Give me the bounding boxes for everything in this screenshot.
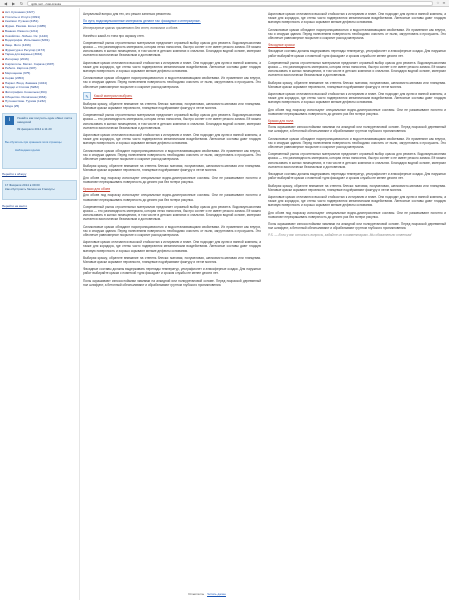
article-paragraph: Силиконовые краски обладают паропроницаемостью и водоотталкивающими свойствами. Их применяют как внутри, так и снаружи здания. Перед нанесением поверхность необходимо очистить от пыли, загрунтовать и просушить. Это обеспечит равномерное покрытие и сократит расход материала. (83, 76, 261, 89)
article-paragraph: Силиконовые краски обладают паропроницаемостью и водоотталкивающими свойствами. Их применяют как внутри, так и снаружи здания. Перед нанесением поверхность необходимо очистить от пыли, загрунтовать и просушить. Это обеспечит равномерное покрытие и сократит расход материала. (83, 148, 261, 162)
bullet-icon: ▪ (2, 66, 5, 71)
bullet-icon: ▪ (2, 61, 5, 66)
sidebar-item-label: Интериер (2016) (5, 57, 29, 62)
bullet-icon: ▪ (2, 24, 5, 29)
article-paragraph: Современный рынок строительных материалов предлагает огромный выбор красок для ремонта. Водоэмульсионная краска — это разновидность материала, которая легко наносится, быстро сохнет и не имеет резкого запаха. Её можно использовать в жилых помещениях, в том числе в детских комнатах и спальнях. Благодаря водной основе, материал считается экологически безопасным и долговечным. (83, 113, 261, 130)
sidebar-item-label: Мерощение (975) (5, 71, 31, 76)
section-heading (268, 43, 446, 47)
article-paragraph: Фасадные составы должны выдерживать перепады температур, ультрафиолет и атмосферные осадки. Для наружных работ выбирайте краски с пометкой «для фасадов» и сроком службы не менее десяти лет. (83, 267, 261, 276)
sidebar-item-label: Гардер и Стилия (5282) (5, 85, 40, 90)
bullet-icon: ▪ (2, 10, 5, 14)
promo-block-title: Как обустроить балкон на 3 минуты (5, 186, 55, 191)
bullet-icon: ▪ (2, 38, 5, 43)
reload-icon[interactable]: ↻ (19, 0, 24, 6)
promo-block-date: 17 Февраля 2014 в 09:00 (5, 182, 40, 187)
article-paragraph: Силиконовые краски обладают паропроницаемостью и водоотталкивающими свойствами. Их применяют как внутри, так и снаружи здания. Перед нанесением поверхность необходимо очистить от пыли, загрунтовать и просушить. Это обеспечит равномерное покрытие и сократит расход материала. (83, 224, 261, 237)
menu-icon[interactable]: ≡ (442, 1, 446, 5)
address-bar[interactable]: qplik.net/.../stat-kraska (27, 1, 433, 6)
article-paragraph: Выбирая краску, обратите внимание на степень блеска: матовая, полуматовая, шелковисто-матовая или глянцевая. Матовые краски скрывают неровности, глянцевые подчёркивают фактуру и легче моются. (83, 255, 261, 264)
browser-toolbar (0, 0, 449, 7)
section-heading (268, 119, 446, 123)
article-footer (188, 592, 226, 596)
sidebar-item-label: Паркет. Вход. Замазка (1044) (5, 80, 47, 85)
bullet-icon: ▪ (2, 85, 5, 90)
article-paragraph: Для обоев под покраску используют специальные водно-дисперсионные составы. Они не размачивают полотно и позволяют перекрашивать поверхность до десяти раз без потери рисунка. (83, 175, 261, 184)
sidebar-item-label: Водопрофм. Испытания (3281) (5, 38, 50, 43)
article-paragraph: Полы окрашивают износостойкими эмалями на алкидной или полиуретановой основе. Перед покраской деревянный пол шлифуют, а бетонный обеспыливают и обрабатывают грунтом глубокого проникновения. (83, 278, 261, 287)
sidebar-item-label: Хозяйство. Лобыш. Ок. (1440) (5, 33, 48, 38)
bullet-icon: ▪ (2, 52, 5, 57)
sidebar-item-label: Кемпинг. Ручная (2451) (5, 19, 39, 24)
article-paragraph: Акриловые краски отличаются высокой стойкостью к истиранию и влаге. Они подходят для кухни и ванной комнаты, а также для коридора, где стены часто подвергаются механическим воздействиям. Латексные составы дают гладкую матовую поверхность и хорошо скрывают мелкие дефекты основания. (268, 92, 446, 105)
sidebar-item-label: Фотография. Кошелька (494) (5, 89, 47, 94)
sidebar-item-label: Путешествие. Туризм (1232) (5, 99, 46, 104)
sidebar-item-label: Акт. Кухонная (1327) (5, 10, 35, 14)
bullet-icon: ▪ (2, 75, 5, 80)
article-paragraph: Современный рынок строительных материалов предлагает огромный выбор красок для ремонта. Водоэмульсионная краска — это разновидность материала, которая легко наносится, быстро сохнет и не имеет резкого запаха. Её можно использовать в жилых помещениях, в том числе в детских комнатах и спальнях. Благодаря водной основе, материал считается экологически безопасным и долговечным. (83, 40, 261, 58)
promo-block-link[interactable]: Перейти на место (2, 203, 28, 208)
article-paragraph: Полы окрашивают износостойкими эмалями на алкидной или полиуретановой основе. Перед покраской деревянный пол шлифуют, а бетонный обеспыливают и обрабатывают грунтом глубокого проникновения. (268, 125, 446, 134)
sidebar-item-label: Ванная. Разного (1211) (5, 28, 39, 33)
bullet-icon: ▪ (2, 89, 5, 94)
banner-subtitle: Наблюдаем сделки (15, 147, 41, 152)
closing-note: Р.S. — Если у вас остались вопросы, задайте их в комментариях. Мы обязательно ответим! (268, 233, 412, 238)
article-paragraph: Акриловые краски отличаются высокой стойкостью к истиранию и влаге. Они подходят для кухни и ванной комнаты, а также для коридора, где стены часто подвергаются механическим воздействиям. Латексные составы дают гладкую матовую поверхность и хорошо скрывают мелкие дефекты основания. (268, 194, 446, 208)
article-paragraph: Фасадные составы должны выдерживать перепады температур, ультрафиолет и атмосферные осадки. Для наружных работ выбирайте краски с пометкой «для фасадов» и сроком службы не менее десяти лет. (268, 172, 446, 181)
article-paragraph: Акриловые краски отличаются высокой стойкостью к истиранию и влаге. Они подходят для кухни и ванной комнаты, а также для коридора, где стены часто подвергаются механическим воздействиям. Латексные составы дают гладкую матовую поверхность и хорошо скрывают мелкие дефекты основания. (268, 12, 446, 25)
article-paragraph: Силиконовые краски обладают паропроницаемостью и водоотталкивающими свойствами. Их применяют как внутри, так и снаружи здания. Перед нанесением поверхность необходимо очистить от пыли, загрунтовать и просушить. Это обеспечит равномерное покрытие и сократит расход материала. (268, 27, 446, 41)
bullet-icon: ▪ (2, 57, 5, 62)
article-column-right (268, 12, 446, 596)
section-heading (83, 92, 261, 100)
sidebar (0, 8, 80, 600)
article-paragraph: Для обоев под покраску используют специальные водно-дисперсионные составы. Они не размачивают полотно и позволяют перекрашивать поверхность до десяти раз без потери рисунка. (268, 210, 446, 219)
bullet-icon: ▪ (2, 94, 5, 99)
section-heading-text: Какой материал выбрать (93, 93, 133, 98)
read-more-link[interactable]: Читать далее (207, 591, 226, 596)
sidebar-item-label: Серви (2053) (5, 75, 24, 80)
article-intro-link[interactable]: По сути, водоэмульсионные материалы делают так: фасадные и интерьерные. (83, 19, 201, 24)
forward-icon[interactable]: ▶ (11, 0, 16, 6)
section-heading (83, 187, 261, 191)
sidebar-item-label: Сарполоты. Метал. Сарача (1697) (5, 61, 55, 66)
section-heading-text: Фасадные краски (268, 43, 295, 48)
section-heading-text: Краски для пола (268, 119, 294, 124)
article-intro: Актуальный вопрос для тех, кто решил заняться ремонтом. (83, 12, 172, 16)
sidebar-item-label: Ребети. Картоха (907) (5, 66, 37, 71)
article-paragraph: Современный рынок строительных материалов предлагает огромный выбор красок для ремонта. Водоэмульсионная краска — это разновидность материала, которая легко наносится, быстро сохнет и не имеет резкого запаха. Её можно использовать в жилых помещениях, в том числе в детских комнатах и спальнях. Благодаря водной основе, материал считается экологически безопасным и долговечным. (268, 60, 446, 78)
bullet-icon: ▪ (2, 14, 5, 19)
article-paragraph: Полы окрашивают износостойкими эмалями на алкидной или полиуретановой основе. Перед покраской деревянный пол шлифуют, а бетонный обеспыливают и обрабатывают грунтом глубокого проникновения. (268, 221, 446, 231)
sidebar-item-label: Утилиты и Услуги (3091) (5, 14, 41, 19)
banner-title: Узнайте как получить один обвес листа заводской (17, 115, 73, 124)
sidebar-item[interactable] (2, 104, 77, 109)
bullet-icon: ▪ (2, 28, 5, 33)
bullet-icon: ▪ (2, 80, 5, 85)
section-heading-text: Краски для обоев (83, 187, 111, 192)
bullet-icon: ▪ (2, 104, 5, 109)
sidebar-item-label: Фурнитура и Регуляр (1173) (5, 47, 45, 52)
back-icon[interactable]: ◀ (3, 0, 8, 6)
promo-banner[interactable] (2, 113, 77, 169)
promo-block[interactable] (2, 180, 77, 200)
category-list (0, 8, 79, 109)
article-paragraph: Современный рынок строительных материалов предлагает огромный выбор красок для ремонта. Водоэмульсионная краска — это разновидность материала, которая легко наносится, быстро сохнет и не имеет резкого запаха. Её можно использовать в жилых помещениях, в том числе в детских комнатах и спальнях. Благодаря водной основе, материал считается экологически безопасным и долговечным. (268, 152, 446, 169)
article-paragraph: Современный рынок строительных материалов предлагает огромный выбор красок для ремонта. Водоэмульсионная краска — это разновидность материала, которая легко наносится, быстро сохнет и не имеет резкого запаха. Её можно использовать в жилых помещениях, в том числе в детских комнатах и спальнях. Благодаря водной основе, материал считается экологически безопасным и долговечным. (83, 204, 261, 222)
info-icon: i (5, 116, 14, 125)
article-paragraph: Акриловые краски отличаются высокой стойкостью к истиранию и влаге. Они подходят для кухни и ванной комнаты, а также для коридора, где стены часто подвергаются механическим воздействиям. Латексные составы дают гладкую матовую поверхность и хорошо скрывают мелкие дефекты основания. (83, 133, 261, 146)
sidebar-item-label: Фурни. Разлив. Колес (1985) (5, 24, 47, 29)
article-intro3: Начнём с какой-то типа про окраску стен. (83, 33, 145, 38)
sidebar-item-label: Заце. Фото (1496) (5, 42, 31, 47)
bullet-icon: ▪ (2, 99, 5, 104)
sidebar-item-label: Тарна для варенья (3042) (5, 52, 43, 57)
article-paragraph: Акриловые краски отличаются высокой стойкостью к истиранию и влаге. Они подходят для кухни и ванной комнаты, а также для коридора, где стены часто подвергаются механическим воздействиям. Латексные составы дают гладкую матовую поверхность и хорошо скрывают мелкие дефекты основания. (83, 60, 261, 74)
banner-link[interactable]: Перейти к обзору (2, 171, 27, 176)
article-intro2: Интерьерные краски применяют для стен, потолков и обоев. (83, 26, 179, 31)
sidebar-item-label: Общество. Религиона (1664) (5, 94, 47, 99)
article-paragraph: Силиконовые краски обладают паропроницаемостью и водоотталкивающими свойствами. Их применяют как внутри, так и снаружи здания. Перед нанесением поверхность необходимо очистить от пыли, загрунтовать и просушить. Это обеспечит равномерное покрытие и сократит расход материала. (268, 136, 446, 150)
article-paragraph: Выбирая краску, обратите внимание на степень блеска: матовая, полуматовая, шелковисто-матовая или глянцевая. Матовые краски скрывают неровности, глянцевые подчёркивают фактуру и легче моются. (83, 164, 261, 173)
paint-icon: ✎ (83, 92, 91, 100)
article (80, 8, 449, 600)
article-paragraph: Для обоев под покраску используют специальные водно-дисперсионные составы. Они не размачивают полотно и позволяют перекрашивать поверхность до десяти раз без потери рисунка. (83, 193, 261, 202)
bullet-icon: ▪ (2, 19, 5, 24)
article-paragraph: Выбирая краску, обратите внимание на степень блеска: матовая, полуматовая, шелковисто-матовая или глянцевая. Матовые краски скрывают неровности, глянцевые подчёркивают фактуру и легче моются. (83, 101, 261, 111)
reply-label[interactable]: Ответить (188, 591, 205, 596)
browser-actions (436, 1, 446, 5)
star-icon[interactable]: ☆ (436, 1, 440, 5)
article-paragraph: Фасадные составы должны выдерживать перепады температур, ультрафиолет и атмосферные осадки. Для наружных работ выбирайте краски с пометкой «для фасадов» и сроком службы не менее десяти лет. (268, 49, 446, 58)
bullet-icon: ▪ (2, 33, 5, 38)
banner-tags: Вы обучитесь при хранении поля страницы (5, 139, 62, 144)
article-paragraph: Выбирая краску, обратите внимание на степень блеска: матовая, полуматовая, шелковисто-матовая или глянцевая. Матовые краски скрывают неровности, глянцевые подчёркивают фактуру и легче моются. (268, 80, 446, 89)
bullet-icon: ▪ (2, 71, 5, 76)
article-paragraph: Для обоев под покраску используют специальные водно-дисперсионные составы. Они не размачивают полотно и позволяют перекрашивать поверхность до десяти раз без потери рисунка. (268, 107, 446, 116)
article-column-left (83, 12, 261, 596)
article-paragraph: Выбирая краску, обратите внимание на степень блеска: матовая, полуматовая, шелковисто-матовая или глянцевая. Матовые краски скрывают неровности, глянцевые подчёркивают фактуру и легче моются. (268, 183, 446, 192)
banner-date: 09 февраля 2014 в 11:20 (17, 126, 52, 131)
article-paragraph: Акриловые краски отличаются высокой стойкостью к истиранию и влаге. Они подходят для кухни и ванной комнаты, а также для коридора, где стены часто подвергаются механическим воздействиям. Латексные составы дают гладкую матовую поверхность и хорошо скрывают мелкие дефекты основания. (83, 240, 261, 253)
sidebar-item-label: Мода (25) (5, 104, 20, 109)
bullet-icon: ▪ (2, 42, 5, 47)
bullet-icon: ▪ (2, 47, 5, 52)
